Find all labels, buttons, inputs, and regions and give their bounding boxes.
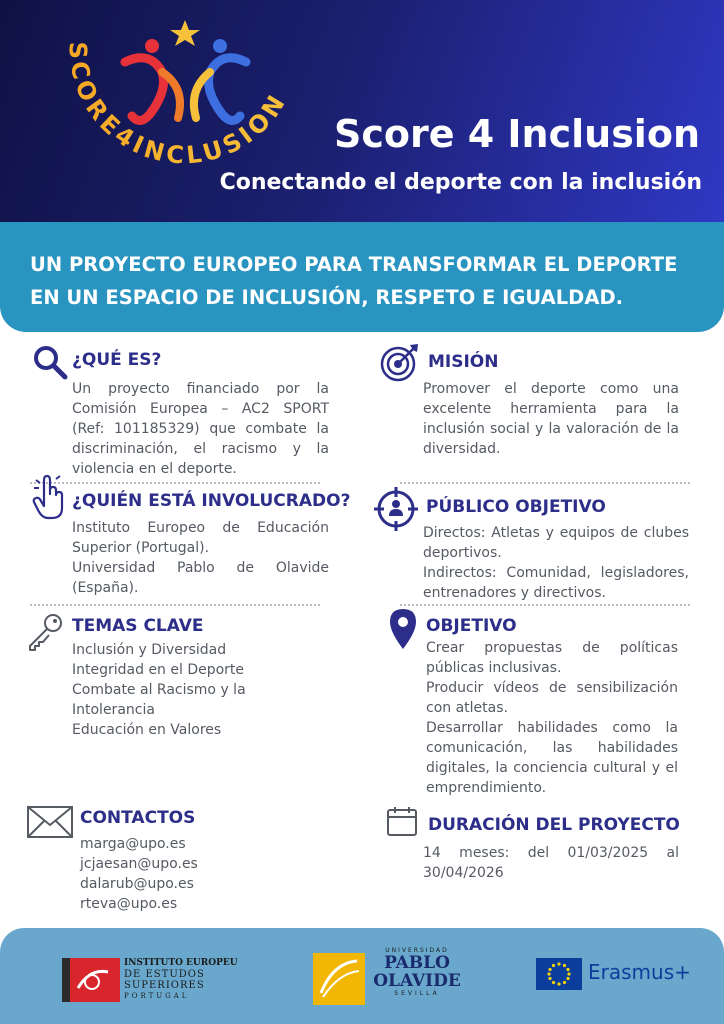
ieu-wordmark — [124, 958, 238, 1002]
search-icon — [32, 344, 68, 380]
email-link[interactable]: jcjaesan@upo.es — [80, 856, 198, 872]
upo-wordmark — [371, 947, 463, 997]
erasmus-logo — [536, 958, 696, 992]
tagline-text — [30, 248, 710, 314]
section-line: Producir vídeos de sensibilización con atletas. — [426, 680, 678, 716]
section-body: 14 meses: del 01/03/2025 al 30/04/2026 — [423, 845, 679, 881]
ieu-logo — [62, 958, 238, 1002]
section-line: Inclusión y Diversidad — [72, 642, 227, 658]
envelope-icon — [26, 805, 74, 839]
upo-emblem — [313, 953, 365, 1005]
section-body — [72, 640, 329, 740]
tagline-line: UN PROYECTO EUROPEO PARA TRANSFORMAR EL DEPORTE — [30, 253, 678, 276]
ieu-emblem — [62, 958, 120, 1002]
section-line: Instituto Europeo de Educación Superior (Portugal). — [72, 520, 329, 556]
ieu-line: DE ESTUDOS — [124, 969, 205, 980]
section-line: Universidad Pablo de Olavide (España). — [72, 560, 329, 596]
ieu-line: SUPERIORES — [124, 980, 205, 991]
calendar-icon — [386, 805, 418, 837]
section-body: Un proyecto financiado por la Comisión Europea – AC2 SPORT (Ref: 101185329) que combate la discriminación, el racismo y la violencia en el deporte. — [72, 381, 329, 477]
ieu-line: INSTITUTO EUROPEU — [124, 958, 238, 968]
star-icon — [170, 20, 200, 46]
eu-flag-icon — [536, 958, 582, 990]
ieu-line: PORTUGAL — [124, 992, 190, 1000]
section-title: PÚBLICO OBJETIVO — [426, 497, 606, 517]
section-divider — [400, 482, 690, 484]
section-line: Desarrollar habilidades como la comunicación, las habilidades digitales, la conciencia cultural y el emprendimiento. — [426, 720, 678, 796]
tagline-line: EN UN ESPACIO DE INCLUSIÓN, RESPETO E IGUALDAD. — [30, 286, 624, 309]
section-line: Directos: Atletas y equipos de clubes deportivos. — [423, 525, 689, 561]
target-icon — [380, 342, 420, 382]
section-line: Indirectos: Comunidad, legisladores, entrenadores y directivos. — [423, 565, 689, 601]
page-title: Score 4 Inclusion — [333, 112, 700, 156]
logo-text: SCORE4INCLUSION — [63, 41, 293, 170]
upo-bottom: SEVILLA — [394, 990, 440, 997]
section-body — [426, 638, 678, 798]
upo-name: OLAVIDE — [373, 971, 461, 991]
email-link[interactable]: marga@upo.es — [80, 836, 186, 852]
section-title: ¿QUÉ ES? — [72, 350, 162, 370]
section-title: OBJETIVO — [426, 616, 517, 636]
section-line: Educación en Valores — [72, 722, 222, 738]
email-link[interactable]: rteva@upo.es — [80, 896, 178, 912]
person-target-icon — [372, 485, 420, 533]
section-body — [423, 523, 689, 603]
section-body: Promover el deporte como una excelente herramienta para la inclusión social y la valoración de la diversidad. — [423, 381, 679, 457]
section-title: ¿QUIÉN ESTÁ INVOLUCRADO? — [72, 491, 351, 511]
upo-logo — [313, 947, 463, 1013]
pointer-hand-icon — [30, 474, 68, 520]
upo-name: PABLO — [384, 953, 450, 973]
page-subtitle: Conectando el deporte con la inclusión — [219, 170, 702, 195]
section-divider — [30, 604, 320, 606]
section-title: TEMAS CLAVE — [72, 616, 204, 636]
section-title: DURACIÓN DEL PROYECTO — [428, 815, 680, 835]
section-line: Integridad en el Deporte — [72, 662, 245, 678]
section-divider — [400, 604, 690, 606]
tagline-banner — [0, 222, 724, 332]
email-link[interactable]: dalarub@upo.es — [80, 876, 194, 892]
section-line: Crear propuestas de políticas públicas inclusivas. — [426, 640, 678, 676]
upo-top: UNIVERSIDAD — [385, 947, 449, 954]
section-body — [80, 834, 280, 914]
key-icon — [26, 612, 64, 652]
footer — [0, 928, 724, 1024]
section-title: MISIÓN — [428, 352, 499, 372]
location-pin-icon — [389, 608, 417, 650]
section-title: CONTACTOS — [80, 808, 196, 828]
header — [0, 0, 724, 222]
section-divider — [30, 482, 320, 484]
erasmus-wordmark: Erasmus+ — [588, 960, 691, 984]
section-line: Combate al Racismo y la — [72, 682, 246, 698]
section-body — [72, 518, 329, 598]
section-line: Intolerancia — [72, 702, 155, 718]
